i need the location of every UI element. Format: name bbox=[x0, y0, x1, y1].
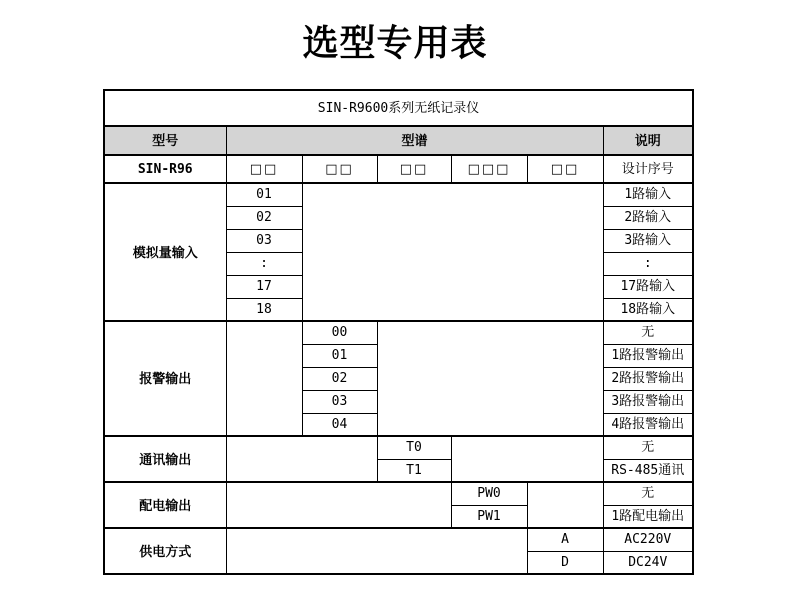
header-model: 型号 bbox=[104, 126, 226, 155]
desc-cell: 3路报警输出 bbox=[603, 390, 693, 413]
filler-cell bbox=[377, 321, 603, 436]
code-placeholder-cell: □□ bbox=[527, 155, 603, 183]
desc-cell: DC24V bbox=[603, 551, 693, 574]
filler-cell bbox=[226, 482, 451, 528]
code-cell: T0 bbox=[377, 436, 451, 459]
desc-cell: 3路输入 bbox=[603, 229, 693, 252]
code-cell: A bbox=[527, 528, 603, 551]
code-cell: PW0 bbox=[451, 482, 527, 505]
desc-cell: 17路输入 bbox=[603, 275, 693, 298]
filler-cell bbox=[226, 436, 377, 482]
code-cell: PW1 bbox=[451, 505, 527, 528]
code-placeholder-cell: □□ bbox=[302, 155, 377, 183]
desc-cell: 1路输入 bbox=[603, 183, 693, 206]
desc-cell: 无 bbox=[603, 482, 693, 505]
section-label-power-dist-output: 配电输出 bbox=[104, 482, 226, 528]
desc-cell: 18路输入 bbox=[603, 298, 693, 321]
desc-cell: 4路报警输出 bbox=[603, 413, 693, 436]
code-cell: 01 bbox=[302, 344, 377, 367]
code-cell: D bbox=[527, 551, 603, 574]
code-cell: 02 bbox=[302, 367, 377, 390]
desc-cell: 设计序号 bbox=[603, 155, 693, 183]
code-placeholder-cell: □□□ bbox=[451, 155, 527, 183]
header-spectrum: 型谱 bbox=[226, 126, 603, 155]
code-cell: 04 bbox=[302, 413, 377, 436]
desc-cell: 无 bbox=[603, 321, 693, 344]
filler-cell bbox=[527, 482, 603, 528]
desc-cell: RS-485通讯 bbox=[603, 459, 693, 482]
code-cell: 00 bbox=[302, 321, 377, 344]
page-title: 选型专用表 bbox=[302, 23, 488, 64]
section-label-comm-output: 通讯输出 bbox=[104, 436, 226, 482]
table-title: SIN-R9600系列无纸记录仪 bbox=[104, 90, 693, 126]
desc-cell: 2路输入 bbox=[603, 206, 693, 229]
section-label-power-supply: 供电方式 bbox=[104, 528, 226, 574]
desc-cell: 1路配电输出 bbox=[603, 505, 693, 528]
code-placeholder-cell: □□ bbox=[226, 155, 302, 183]
selection-table bbox=[103, 89, 694, 575]
code-cell: 18 bbox=[226, 298, 302, 321]
section-label-alarm-output: 报警输出 bbox=[104, 321, 226, 436]
filler-cell bbox=[451, 436, 603, 482]
filler-cell bbox=[302, 183, 603, 321]
code-cell: T1 bbox=[377, 459, 451, 482]
code-cell: 03 bbox=[226, 229, 302, 252]
code-cell: 17 bbox=[226, 275, 302, 298]
header-description: 说明 bbox=[603, 126, 693, 155]
code-cell: 01 bbox=[226, 183, 302, 206]
desc-cell: 无 bbox=[603, 436, 693, 459]
filler-cell bbox=[226, 528, 527, 574]
model-cell: SIN-R96 bbox=[104, 155, 226, 183]
desc-cell: 1路报警输出 bbox=[603, 344, 693, 367]
desc-cell: AC220V bbox=[603, 528, 693, 551]
desc-cell: : bbox=[603, 252, 693, 275]
code-cell: : bbox=[226, 252, 302, 275]
code-placeholder-cell: □□ bbox=[377, 155, 451, 183]
code-cell: 03 bbox=[302, 390, 377, 413]
code-cell: 02 bbox=[226, 206, 302, 229]
section-label-analog-input: 模拟量输入 bbox=[104, 183, 226, 321]
filler-cell bbox=[226, 321, 302, 436]
desc-cell: 2路报警输出 bbox=[603, 367, 693, 390]
